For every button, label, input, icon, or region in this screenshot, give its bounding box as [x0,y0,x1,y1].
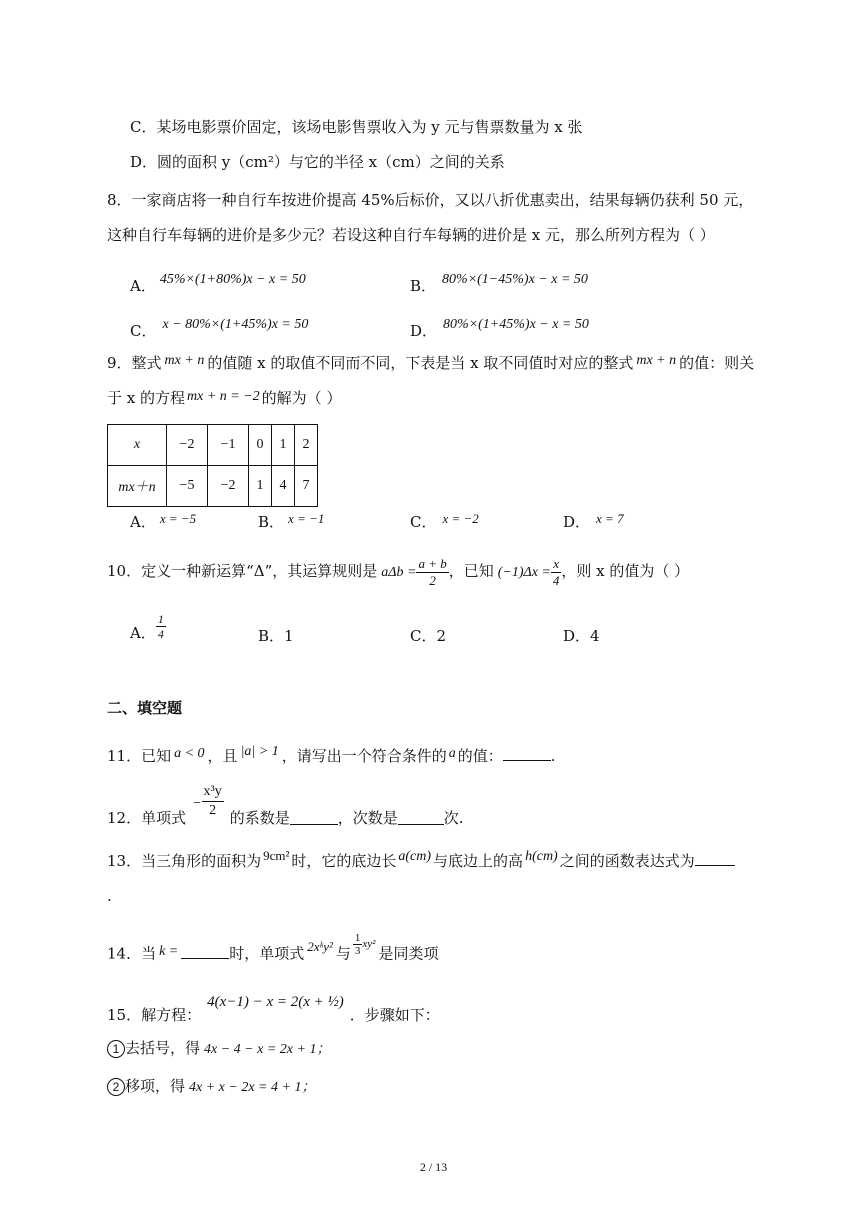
q9-stem-line1 [107,353,754,375]
table-cell: −2 [208,466,249,507]
q14-answer-blank[interactable] [181,944,229,959]
q8-option-c-label: C． [130,322,157,340]
table-cell: 4 [272,466,295,507]
q8-option-d-label: D． [410,322,438,340]
q14-text: 是同类项 [378,944,439,963]
q9-option-a [130,510,196,531]
q10-option-a-numerator: 1 [157,611,164,626]
q14-monomial-2-fraction [353,932,363,957]
q8-stem-line1: 8．一家商店将一种自行车按进价提高 45%后标价，又以八折优惠卖出，结果每辆仍获利 50 元， [107,191,754,209]
q9-text: 的值：则关 [679,354,755,372]
q14-text: 与 [335,944,351,963]
q11-answer-blank[interactable] [503,746,551,761]
q10-option-b-label: B． [258,627,285,645]
q15-step-1-expr: 4x − 4 − x = 2x + 1； [204,1042,331,1057]
q8-option-a [130,268,306,295]
step-number-2: 2 [107,1078,125,1096]
table-cell: mx＋n [108,466,167,507]
q11-stem [107,746,556,768]
q8-option-a-expr: 45%×(1+80%)x − x = 50 [159,272,306,287]
q11-text: 的值： [457,747,503,765]
q8-option-b-label: B． [410,277,437,295]
q8-option-b [410,268,588,295]
q14-text: 时，单项式 [229,944,305,963]
q10-rule-numerator: a + b [418,555,447,571]
q14-monomial-1: 2xᵏy² [307,938,333,954]
table-cell: −2 [167,425,208,466]
q10-option-c-value: 2 [436,627,447,645]
q11-condition-2: |a| > 1 [240,744,279,759]
q9-option-c [410,510,479,531]
q9-option-c-expr: x = −2 [442,511,479,526]
q15-stem [107,994,440,1026]
q11-text: 11．已知 [107,747,172,765]
q9-expr: mx + n [164,353,205,368]
q12-stem [107,783,464,828]
q9-option-d-label: D． [563,513,591,531]
q15-step-text: 移项，得 [125,1077,186,1095]
q10-option-a-denominator: 4 [157,626,164,641]
q8-option-d [410,313,589,340]
q15-text: 15．解方程： [107,1006,202,1024]
q9-option-b [258,510,324,531]
table-cell: 1 [249,466,272,507]
q7-option-d: D．圆的面积 y（cm²）与它的半径 x（cm）之间的关系 [130,153,505,171]
q10-option-c [410,626,446,646]
q10-stem [107,553,689,591]
q10-given-lhs: (−1)Δx = [497,565,551,580]
q9-option-b-expr: x = −1 [288,511,325,526]
q12-degree-blank[interactable] [398,810,444,825]
q12-denominator: 2 [209,802,217,818]
q7-option-c: C．某场电影票价固定，该场电影售票收入为 y 元与售票数量为 x 张 [130,118,583,136]
q15-equation: 4(x−1) − x = 2(x + ½) [207,994,344,1010]
q15-step-2-expr: 4x + x − 2x = 4 + 1； [189,1080,316,1095]
q15-step-2 [107,1076,315,1098]
q10-text: 10．定义一种新运算“Δ”，其运算规则是 [107,562,378,580]
table-cell: 0 [249,425,272,466]
q12-text: 12．单项式 [107,809,187,827]
q9-stem-line2 [107,388,341,410]
q13-stem [107,848,735,873]
q12-text: 的系数是 [229,809,290,827]
q10-rule-lhs: aΔb = [381,565,417,580]
q9-option-a-label: A． [130,513,156,531]
q15-text: ．步骤如下： [349,1006,440,1024]
q13-answer-blank[interactable] [695,851,735,866]
section-title: 二、填空题 [107,699,183,717]
q9-text: 的解为（ ） [261,389,342,407]
q10-rule-fraction [416,556,448,589]
q13-base: a(cm) [398,849,432,864]
table-cell: −5 [167,466,208,507]
q9-option-a-expr: x = −5 [159,511,197,526]
q11-variable: a [448,746,456,761]
q8-stem-line2: 这种自行车每辆的进价是多少元？若设这种自行车每辆的进价是 x 元，那么所列方程为（ ） [107,226,715,244]
q10-option-c-label: C． [410,627,437,645]
q13-text: 之间的函数表达式为 [559,852,695,870]
q14-stem [107,932,439,967]
q9-text: 于 x 的方程 [107,389,185,407]
q11-text: . [550,747,556,765]
q10-option-b-value: 1 [284,627,294,645]
q9-text: 9．整式 [107,354,162,372]
q12-numerator: x³y [202,783,224,802]
q13-area: 9cm² [263,848,290,863]
q11-text: ，且 [207,747,238,765]
q9-option-d-expr: x = 7 [596,511,624,526]
q12-fraction [202,783,224,820]
q8-option-d-expr: 80%×(1+45%)x − x = 50 [443,317,589,332]
q10-given-numerator: x [553,555,560,571]
q10-given-fraction [551,556,562,589]
q8-option-b-expr: 80%×(1−45%)x − x = 50 [442,272,588,287]
q11-text: ，请写出一个符合条件的 [281,747,447,765]
q10-text: ，则 x 的值为（ ） [561,562,690,580]
q10-option-d-label: D． [563,627,591,645]
q9-text: 的值随 x 的取值不同而不同，下表是当 x 取不同值时对应的整式 [207,354,634,372]
q10-option-a-label: A． [130,624,156,642]
q13-trailing-period: . [107,887,112,905]
q12-coefficient-blank[interactable] [290,810,338,825]
q9-value-table [107,424,318,507]
q10-option-a [130,611,166,650]
q13-height: h(cm) [525,849,558,864]
q10-text: ，已知 [448,562,494,580]
q13-text: 13．当三角形的面积为 [107,852,262,870]
q12-text: ，次数是 [337,809,398,827]
q9-equation: mx + n = −2 [187,389,260,404]
q8-option-c-expr: x − 80%×(1+45%)x = 50 [162,317,309,332]
q14-text: 14．当 [107,944,157,963]
table-row [108,425,318,466]
table-cell: 2 [295,425,318,466]
q10-option-a-fraction [156,612,166,641]
q11-condition-1: a < 0 [174,746,205,761]
q15-step-1 [107,1038,330,1060]
q10-rule-denominator: 2 [429,572,436,588]
q8-option-a-label: A． [130,277,156,295]
q10-given-denominator: 4 [552,572,560,588]
q8-option-c [130,313,309,340]
q12-text: 次. [443,809,464,827]
q14-numerator: 1 [354,932,361,944]
q12-minus-sign: − [192,796,202,811]
table-cell: 1 [272,425,295,466]
table-row [108,466,318,507]
q13-text: 与底边上的高 [433,852,524,870]
q15-step-text: 去括号，得 [125,1039,201,1057]
q14-denominator: 3 [354,945,361,957]
step-number-1: 1 [107,1040,125,1058]
q14-monomial-2-rest: xy² [362,937,376,950]
q14-k-equals: k = [159,943,179,959]
q9-option-b-label: B． [258,513,285,531]
table-cell: x [108,425,167,466]
q9-option-c-label: C． [410,513,437,531]
table-cell: 7 [295,466,318,507]
page-number: 2 / 13 [419,1160,448,1174]
q10-option-b [258,626,294,646]
q13-text: 时，它的底边长 [291,852,397,870]
q9-option-d [563,510,624,531]
q9-expr: mx + n [636,353,677,368]
table-cell: −1 [208,425,249,466]
q10-option-d [563,626,600,646]
q10-option-d-value: 4 [590,627,600,645]
